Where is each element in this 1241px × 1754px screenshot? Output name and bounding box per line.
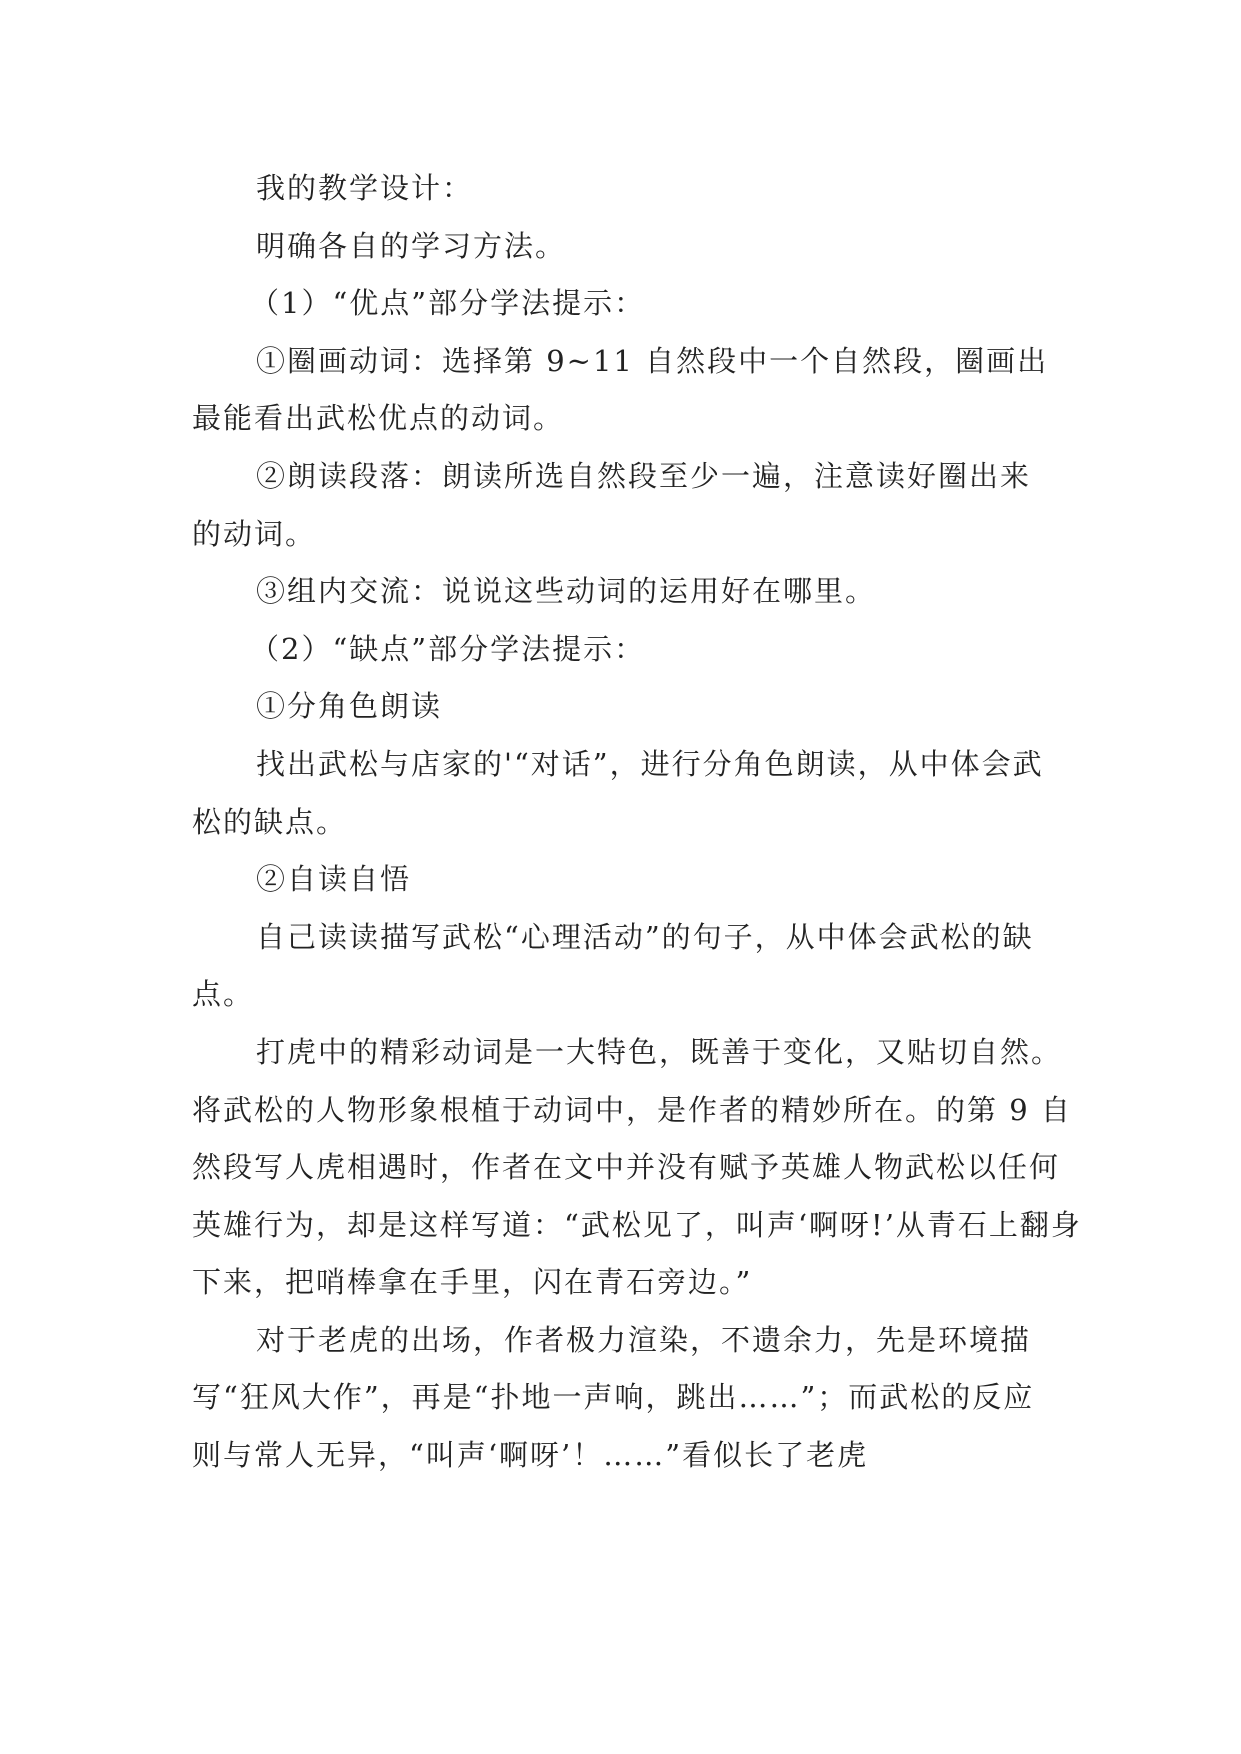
paragraph: 自己读读描写武松“心理活动”的句子，从中体会武松的缺点。	[192, 919, 1034, 1012]
paragraph-subheading: （2）“缺点”部分学法提示：	[250, 631, 646, 666]
paragraph-heading: 我的教学设计：	[256, 171, 474, 205]
paragraph: 对于老虎的出场，作者极力渲染，不遗余力，先是环境描写“狂风大作”，再是“扑地一声响，跳出……”；而武松的反应则与常人无异，“叫声‘啊呀’！……”看似长了老虎	[192, 1322, 1035, 1473]
paragraph: ①圈画动词：选择第 9~11 自然段中一个自然段，圈画出最能看出武松优点的动词。	[192, 343, 1049, 436]
paragraph: ③组内交流：说说这些动词的运用好在哪里。	[256, 574, 877, 609]
paragraph: ①分角色朗读	[256, 689, 443, 724]
paragraph: 明确各自的学习方法。	[256, 228, 567, 263]
paragraph: ②朗读段落：朗读所选自然段至少一遍，注意读好圈出来的动词。	[192, 458, 1032, 551]
paragraph: ②自读自悟	[256, 862, 412, 897]
body-text	[192, 160, 1082, 1485]
paragraph: 找出武松与店家的'“对话”，进行分角色朗读，从中体会武松的缺点。	[192, 746, 1044, 839]
paragraph: 打虎中的精彩动词是一大特色，既善于变化，又贴切自然。将武松的人物形象根植于动词中，是作者的精妙所在。的第 9 自然段写人虎相遇时，作者在文中并没有赋予英雄人物武松以任何英雄行为，却是这样写道：“武松见了，叫声‘啊呀!’从青石上翻身下来，把哨棒拿在手里，闪在青石旁边。”	[192, 1034, 1082, 1300]
paragraph-subheading: （1）“优点”部分学法提示：	[250, 286, 646, 321]
